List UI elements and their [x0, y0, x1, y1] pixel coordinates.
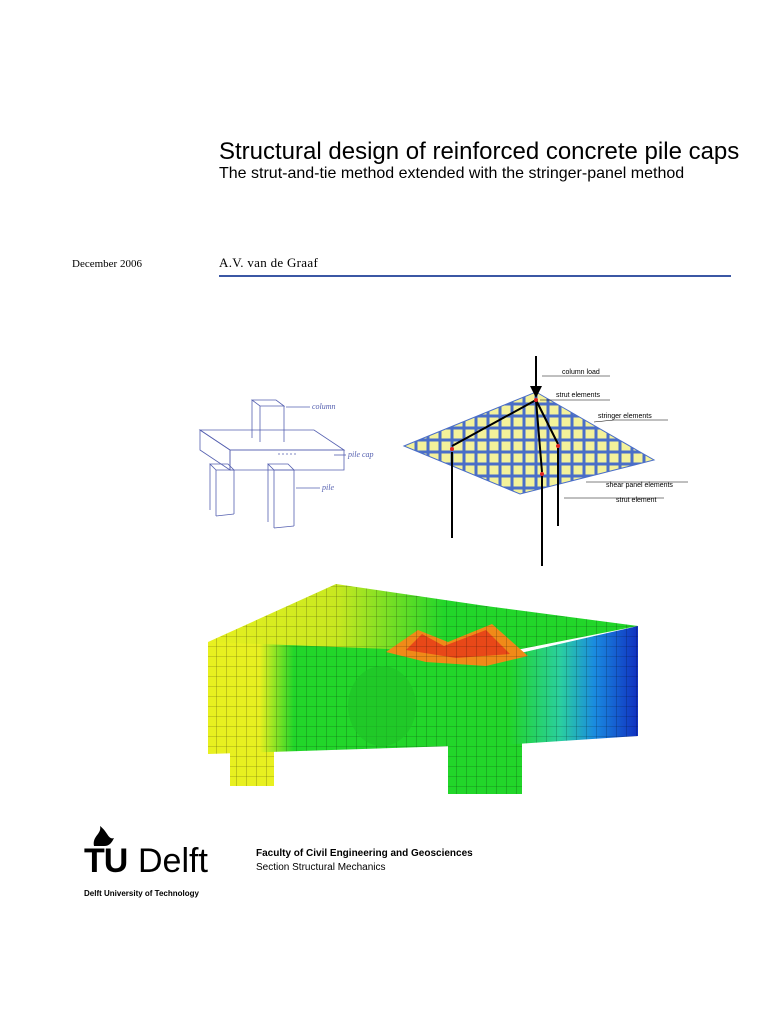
- sketch-label-pile-cap: pile cap: [348, 450, 374, 459]
- logo-tu-text: TU: [84, 842, 128, 880]
- label-stringer-elements: stringer elements: [598, 413, 652, 420]
- document-subtitle: The strut-and-tie method extended with the stringer-panel method: [219, 165, 685, 182]
- stringer-panel-mesh: [404, 392, 654, 494]
- tu-delft-logo: [84, 826, 264, 882]
- sketch-label-column: column: [312, 402, 336, 411]
- label-strut-element: strut element: [616, 497, 657, 504]
- fem-stress-plot: [186, 566, 660, 799]
- sketch-label-pile: pile: [322, 483, 334, 492]
- stringer-panel-model-diagram: [392, 356, 682, 566]
- pile-cap-sketch: [184, 380, 374, 538]
- section-name: Section Structural Mechanics: [256, 862, 386, 873]
- university-name: Delft University of Technology: [84, 889, 199, 898]
- publication-date: December 2006: [72, 258, 142, 270]
- label-shear-panel-elements: shear panel elements: [606, 482, 673, 489]
- faculty-name: Faculty of Civil Engineering and Geosciences: [256, 848, 473, 859]
- label-column-load: column load: [562, 369, 600, 376]
- author-name: A.V. van de Graaf: [219, 255, 319, 270]
- title-rule: [219, 275, 731, 277]
- label-strut-elements: strut elements: [556, 392, 600, 399]
- logo-delft-text: Delft: [138, 842, 208, 880]
- document-title: Structural design of reinforced concrete pile caps: [219, 138, 740, 165]
